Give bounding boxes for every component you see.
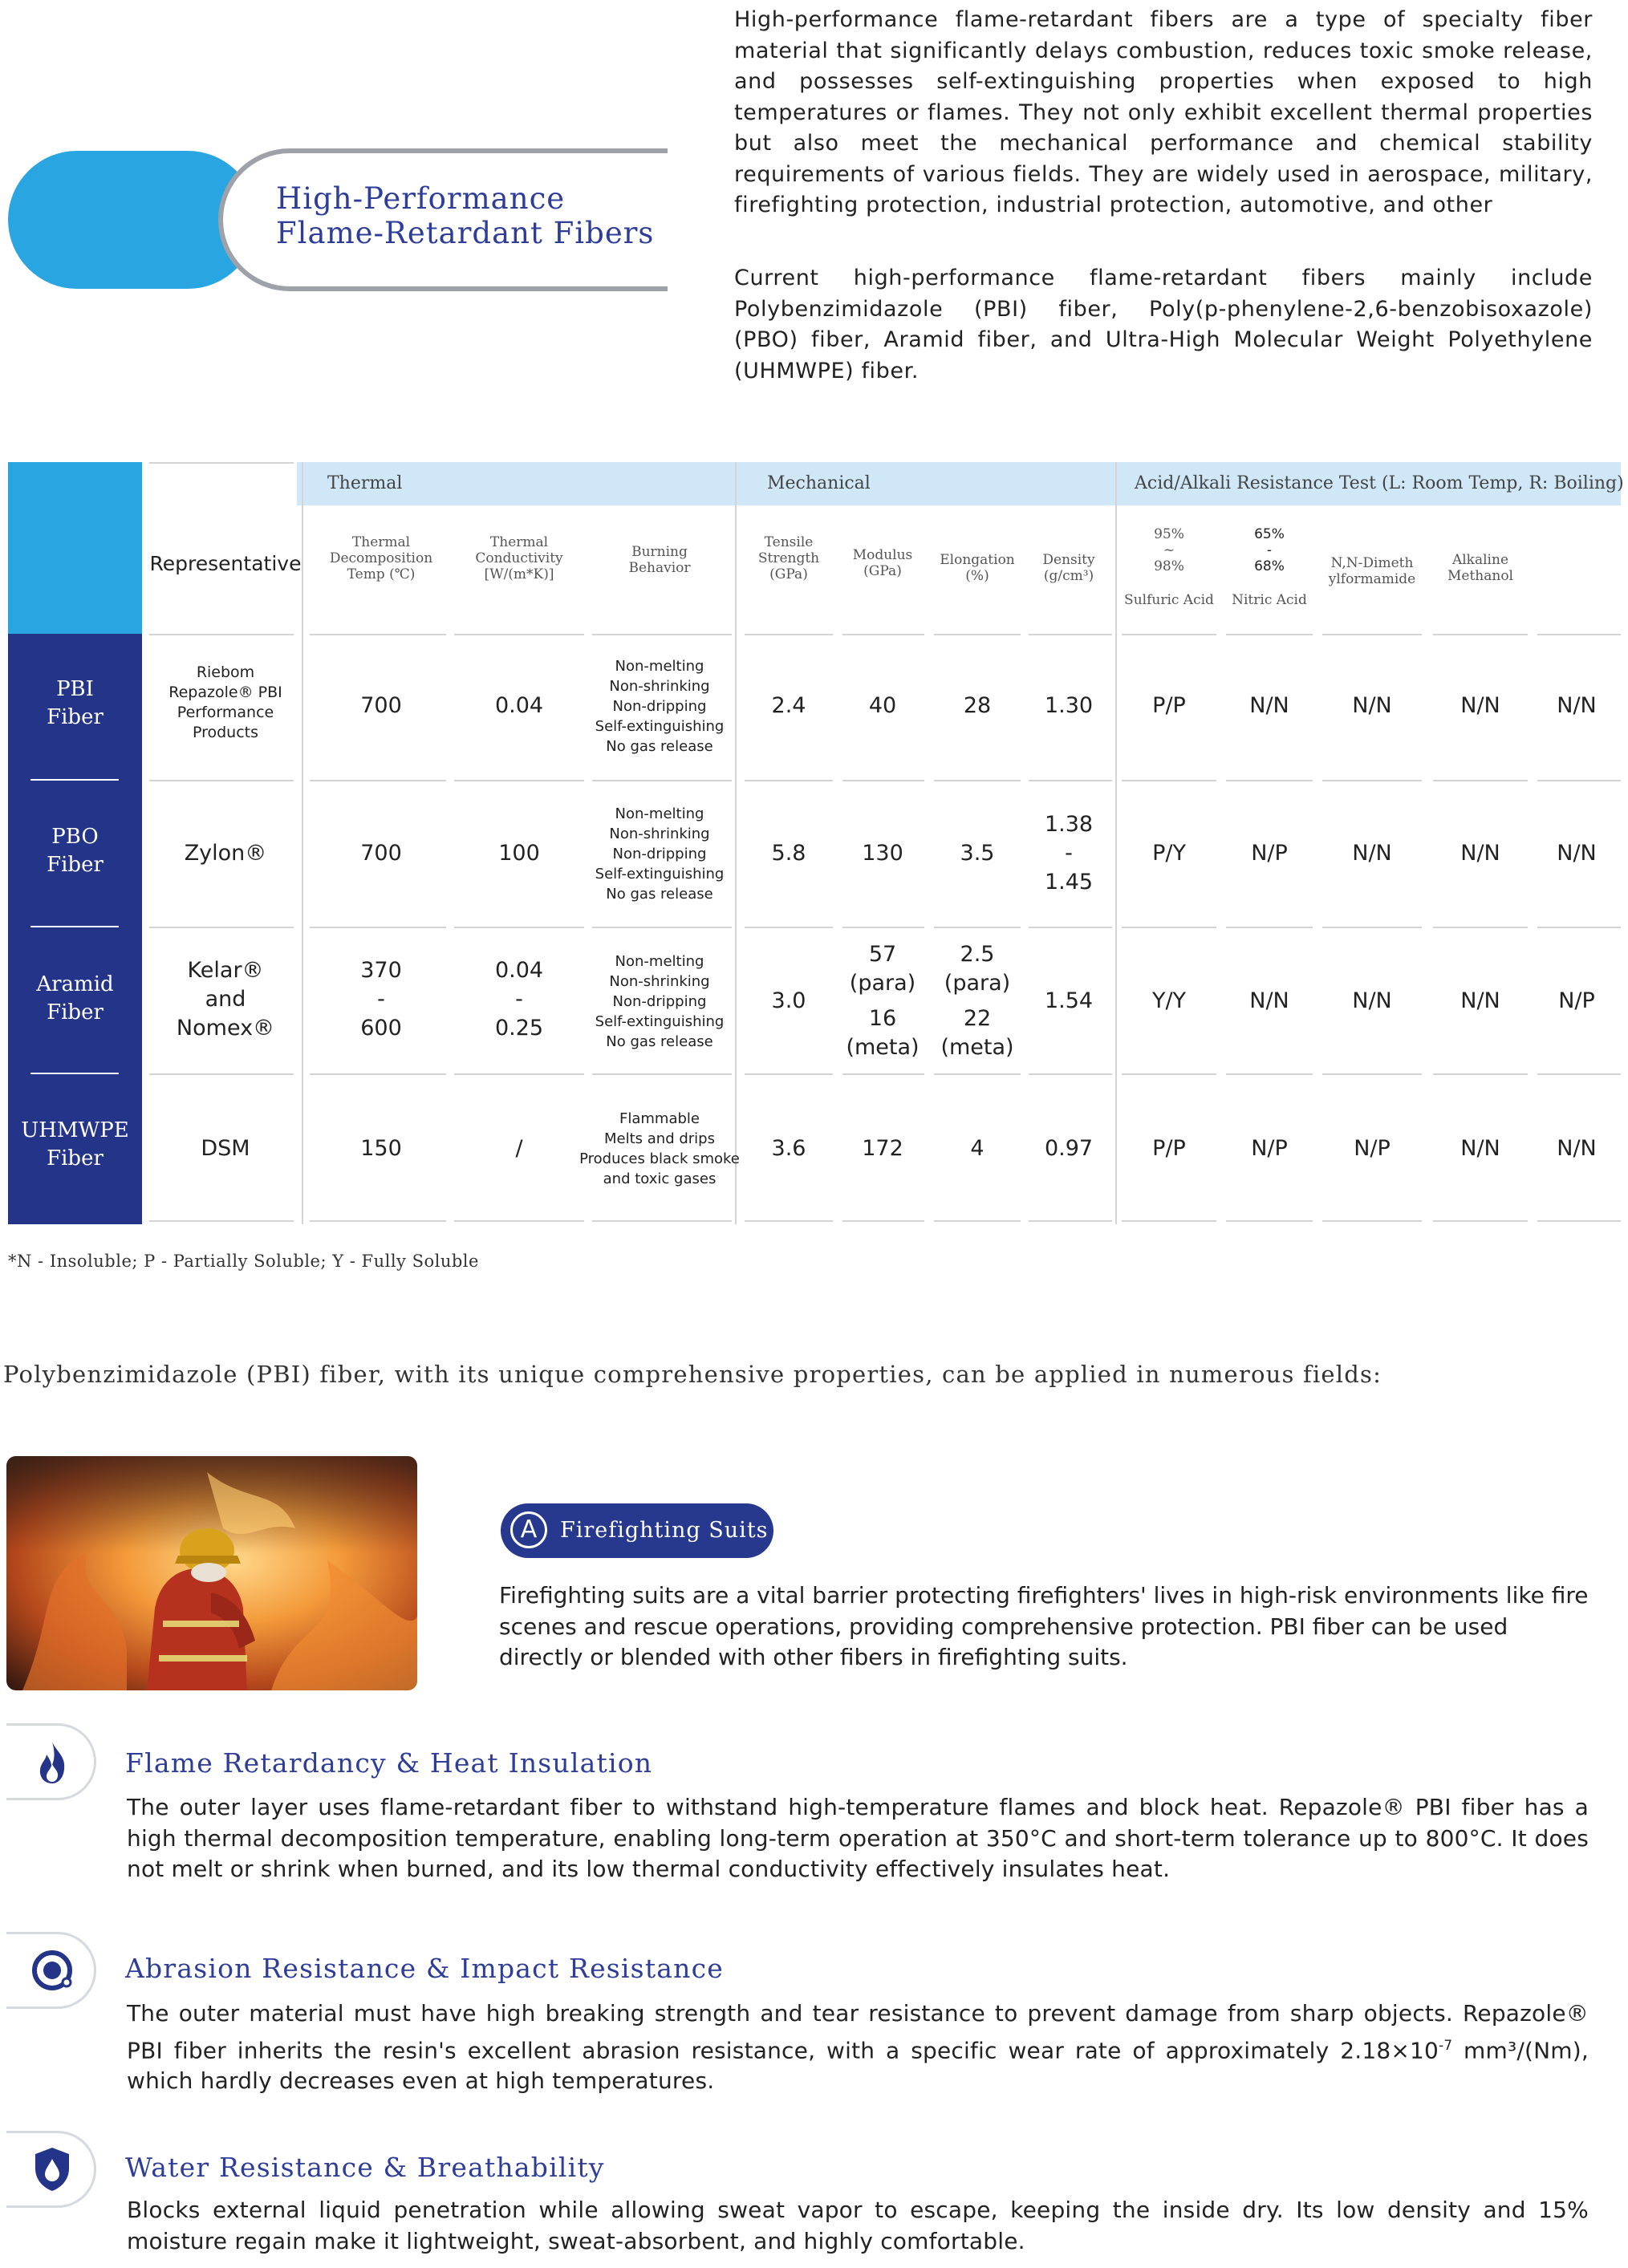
- cell-density: 1.38 - 1.45: [1044, 812, 1094, 895]
- badge-letter: A: [510, 1511, 547, 1548]
- row-rule: [149, 1220, 294, 1222]
- cell-thermal-conductivity: 100: [498, 841, 540, 866]
- cell-dimethylformamide: N/N: [1352, 988, 1392, 1013]
- cell-representative: DSM: [201, 1136, 250, 1161]
- cell-extra-test: N/P: [1558, 988, 1595, 1013]
- cell-sulfuric-acid: Y/Y: [1151, 988, 1187, 1013]
- cell-modulus: 40: [868, 693, 897, 718]
- row-rule: [149, 634, 294, 635]
- row-rule: [934, 927, 1021, 928]
- row-rule: [1122, 780, 1216, 781]
- row-rule: [454, 780, 584, 781]
- cell-alkaline-methanol: N/N: [1460, 988, 1500, 1013]
- row-rule: [592, 780, 732, 781]
- row-rule: [842, 634, 924, 635]
- feature-desc-abrasion-resistance: The outer material must have high breaking strength and tear resistance to prevent damage from sharp objects. Repazole® PBI fiber inherits the resin's excellent abrasion resistance, with a specific wear rate of approximately $2.18\times 10^{-7}$ mm³/(Nm), which hardly decreases even at high temperatures.: [127, 2000, 1589, 2095]
- flame-icon-frame: [6, 1723, 96, 1800]
- row-rule: [1433, 927, 1528, 928]
- row-rule: [454, 1073, 584, 1075]
- cell-extra-test: N/N: [1557, 841, 1597, 866]
- row-rule: [1122, 1073, 1216, 1075]
- cell-representative: Riebom Repazole® PBI Performance Products: [168, 663, 282, 741]
- cell-alkaline-methanol: N/N: [1460, 841, 1500, 866]
- water-drop-shield-icon: [27, 2144, 77, 2194]
- cell-elongation: 2.5 (para) 22 (meta): [940, 942, 1014, 1060]
- cell-representative: Zylon®: [184, 841, 267, 866]
- cell-dimethylformamide: N/P: [1354, 1136, 1390, 1161]
- header-alkaline-methanol: Alkaline Methanol: [1447, 552, 1513, 584]
- row-rule: [1226, 927, 1313, 928]
- row-rule: [149, 1073, 294, 1075]
- row-label-divider: [30, 779, 119, 781]
- row-rule: [745, 927, 833, 928]
- feature-title-water-resistance: Water Resistance & Breathability: [125, 2152, 605, 2183]
- row-label-aramid: Aramid Fiber: [36, 972, 114, 1024]
- page-title-line2: Flame-Retardant Fibers: [276, 216, 655, 250]
- row-rule: [745, 780, 833, 781]
- cell-sulfuric-acid: P/P: [1152, 1136, 1186, 1161]
- target-icon: [27, 1945, 77, 1995]
- row-rule: [1537, 1220, 1621, 1222]
- row-rule: [310, 1073, 446, 1075]
- row-rule: [149, 780, 294, 781]
- page-title: [276, 181, 661, 250]
- feature-desc-flame-retardancy: The outer layer uses flame-retardant fiber to withstand high-temperature flames and block heat. Repazole® PBI fiber has a high thermal decomposition temperature, enabling long-term operation at 350°C and short-term tolerance up to 800°C. It does not melt or shrink when burned, and its low thermal conductivity effectively insulates heat.: [127, 1794, 1589, 1882]
- cell-alkaline-methanol: N/N: [1460, 1136, 1500, 1161]
- row-rule: [842, 927, 924, 928]
- badge-label: Firefighting Suits: [560, 1518, 769, 1543]
- cell-density: 0.97: [1044, 1136, 1094, 1161]
- row-rule: [1433, 1073, 1528, 1075]
- firefighting-suits-description: Firefighting suits are a vital barrier protecting firefighters' lives in high-risk environments like fire scenes and rescue operations, providing comprehensive protection. PBI fiber can be used directly or blended with other fibers in firefighting suits.: [499, 1582, 1589, 1670]
- cell-density: 1.30: [1044, 693, 1094, 718]
- cell-tensile-strength: 3.6: [771, 1136, 806, 1161]
- row-rule: [1433, 1220, 1528, 1222]
- cell-modulus: 57 (para) 16 (meta): [846, 942, 920, 1060]
- firefighter-photo: [6, 1456, 417, 1690]
- table-footnote: *N - Insoluble; P - Partially Soluble; Y - Fully Soluble: [8, 1252, 479, 1271]
- row-rule: [1226, 1073, 1313, 1075]
- header-nitric-acid: 65% - 68% Nitric Acid: [1232, 526, 1307, 608]
- row-rule: [1322, 780, 1422, 781]
- row-rule: [310, 927, 446, 928]
- feature-desc-water-resistance: Blocks external liquid penetration while allowing sweat vapor to escape, keeping the inside dry. Its low density and 15% moisture regain make it lightweight, sweat-absorbent, and highly comfortable.: [127, 2197, 1589, 2254]
- row-rule: [310, 1220, 446, 1222]
- header-representative: Representative: [149, 552, 302, 575]
- cell-dimethylformamide: N/N: [1352, 693, 1392, 718]
- cell-nitric-acid: N/P: [1251, 1136, 1288, 1161]
- row-label-divider: [30, 926, 119, 927]
- header-elongation: Elongation (%): [940, 552, 1015, 584]
- row-rule: [1322, 634, 1422, 635]
- feature-title-abrasion-resistance: Abrasion Resistance & Impact Resistance: [125, 1953, 725, 1984]
- cell-burning-behavior: Non-melting Non-shrinking Non-dripping Self-extinguishing No gas release: [595, 953, 725, 1050]
- row-rule: [1537, 634, 1621, 635]
- header-decomposition-temp: Thermal Decomposition Temp (℃): [329, 534, 433, 582]
- row-rule: [1322, 1220, 1422, 1222]
- row-rule: [1122, 634, 1216, 635]
- header-modulus: Modulus (GPa): [852, 547, 913, 579]
- firefighting-suits-badge: [501, 1503, 773, 1558]
- row-rule: [1029, 1073, 1112, 1075]
- intro-paragraph-2: Current high-performance flame-retardant fibers mainly include Polybenzimidazole (PBI) fiber, Poly(p-phenylene-2,6-benzobisoxazole) (PBO) fiber, Aramid fiber, and Ultra-High Molecular Weight Polyethylene (UHMWPE) fiber.: [734, 266, 1593, 383]
- cell-decomposition-temp: 700: [360, 841, 402, 866]
- row-rule: [310, 780, 446, 781]
- intro-paragraph-1: High-performance flame-retardant fibers are a type of specialty fiber material that significantly delays combustion, reduces toxic smoke release, and possesses self-extinguishing properties when exposed to high temperatures or flames. They not only exhibit excellent thermal properties but also meet the mechanical performance and chemical stability requirements of various fields. They are widely used in aerospace, military, firefighting protection, industrial protection, automotive, and other: [734, 7, 1593, 217]
- row-rule: [1122, 1220, 1216, 1222]
- row-rule: [149, 927, 294, 928]
- row-rule: [592, 1073, 732, 1075]
- row-rule: [1322, 1073, 1422, 1075]
- row-rule: [592, 1220, 732, 1222]
- row-rule: [934, 1220, 1021, 1222]
- flame-icon: [27, 1737, 77, 1787]
- row-rule: [454, 1220, 584, 1222]
- row-rule: [934, 1073, 1021, 1075]
- row-rule: [842, 1220, 924, 1222]
- cell-burning-behavior: Flammable Melts and drips Produces black smoke and toxic gases: [579, 1110, 740, 1187]
- header-dimethylformamide: N,N-Dimeth ylformamide: [1328, 555, 1416, 587]
- cell-sulfuric-acid: P/Y: [1152, 841, 1186, 866]
- representative-top-rule: [149, 462, 294, 464]
- cell-modulus: 172: [862, 1136, 903, 1161]
- header-thermal-conductivity: Thermal Conductivity [W/(m*K)]: [475, 534, 563, 582]
- page-title-line1: High-Performance: [276, 181, 566, 216]
- header-density: Density (g/cm³): [1042, 552, 1095, 584]
- cell-modulus: 130: [862, 841, 903, 866]
- cell-alkaline-methanol: N/N: [1460, 693, 1500, 718]
- row-rule: [1433, 780, 1528, 781]
- cell-thermal-conductivity: 0.04 - 0.25: [494, 958, 544, 1041]
- row-rule: [310, 634, 446, 635]
- row-rule: [1433, 634, 1528, 635]
- row-rule: [1029, 927, 1112, 928]
- cell-sulfuric-acid: P/P: [1152, 693, 1186, 718]
- cell-tensile-strength: 2.4: [771, 693, 806, 718]
- row-rule: [1226, 1220, 1313, 1222]
- cell-burning-behavior: Non-melting Non-shrinking Non-dripping Self-extinguishing No gas release: [595, 805, 725, 903]
- header-tensile-strength: Tensile Strength (GPa): [757, 534, 820, 582]
- row-rule: [454, 927, 584, 928]
- row-rule: [592, 634, 732, 635]
- cell-elongation: 28: [963, 693, 992, 718]
- feature-title-flame-retardancy: Flame Retardancy & Heat Insulation: [125, 1747, 653, 1779]
- applications-intro: Polybenzimidazole (PBI) fiber, with its unique comprehensive properties, can be applied in numerous fields:: [3, 1361, 1382, 1388]
- cell-tensile-strength: 5.8: [771, 841, 806, 866]
- cell-burning-behavior: Non-melting Non-shrinking Non-dripping Self-extinguishing No gas release: [595, 658, 725, 755]
- cell-representative: Kelar® and Nomex®: [176, 958, 275, 1041]
- cell-density: 1.54: [1044, 988, 1094, 1013]
- row-rule: [1029, 634, 1112, 635]
- row-rule: [934, 634, 1021, 635]
- row-rule: [1322, 927, 1422, 928]
- row-rule: [745, 634, 833, 635]
- row-rule: [1029, 1220, 1112, 1222]
- cell-extra-test: N/N: [1557, 693, 1597, 718]
- water-drop-shield-icon-frame: [6, 2131, 96, 2208]
- row-rule: [745, 1073, 833, 1075]
- header-burning-behavior: Burning Behavior: [628, 544, 691, 576]
- cell-nitric-acid: N/N: [1249, 693, 1289, 718]
- group-acid-alkali: Acid/Alkali Resistance Test (L: Room Temp, R: Boiling): [1135, 473, 1624, 493]
- cell-extra-test: N/N: [1557, 1136, 1597, 1161]
- row-rule: [1226, 780, 1313, 781]
- row-label-uhmwpe: UHMWPE Fiber: [21, 1118, 129, 1171]
- row-rule: [1537, 780, 1621, 781]
- cell-thermal-conductivity: 0.04: [494, 693, 544, 718]
- row-rule: [1029, 780, 1112, 781]
- group-mechanical: Mechanical: [767, 473, 871, 493]
- target-icon-frame: [6, 1932, 96, 2009]
- cell-tensile-strength: 3.0: [771, 988, 806, 1013]
- row-rule: [842, 1073, 924, 1075]
- row-rule: [1122, 927, 1216, 928]
- row-rule: [592, 927, 732, 928]
- cell-decomposition-temp: 700: [360, 693, 402, 718]
- cell-thermal-conductivity: /: [515, 1136, 523, 1161]
- cell-nitric-acid: N/P: [1251, 841, 1288, 866]
- row-rule: [745, 1220, 833, 1222]
- row-label-band-header: [8, 462, 142, 634]
- group-thermal: Thermal: [327, 473, 403, 493]
- cell-elongation: 3.5: [960, 841, 995, 866]
- cell-nitric-acid: N/N: [1249, 988, 1289, 1013]
- cell-decomposition-temp: 150: [360, 1136, 402, 1161]
- cell-decomposition-temp: 370 - 600: [360, 958, 402, 1041]
- row-rule: [454, 634, 584, 635]
- row-rule: [1537, 927, 1621, 928]
- row-label-divider: [30, 1073, 119, 1074]
- row-label-pbo: PBO Fiber: [47, 825, 104, 877]
- row-rule: [934, 780, 1021, 781]
- row-label-pbi: PBI Fiber: [47, 677, 104, 729]
- row-rule: [1537, 1073, 1621, 1075]
- cell-dimethylformamide: N/N: [1352, 841, 1392, 866]
- row-rule: [842, 780, 924, 781]
- row-rule: [1226, 634, 1313, 635]
- cell-elongation: 4: [970, 1136, 985, 1161]
- header-sulfuric-acid: 95% ~ 98% Sulfuric Acid: [1124, 526, 1214, 608]
- column-separator: [302, 462, 303, 1224]
- fiber-comparison-table: [8, 462, 1624, 1224]
